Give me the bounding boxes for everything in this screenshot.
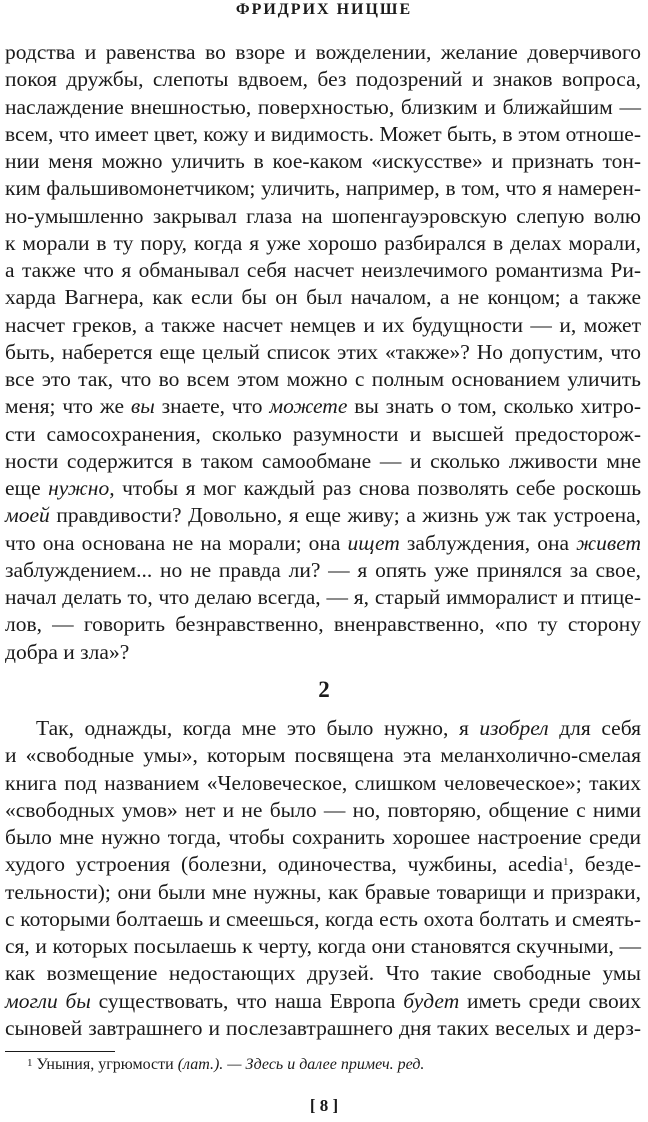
footnote-editor-note: — Здесь и далее примеч. ред. — [227, 1056, 425, 1073]
text-line: насчет греков, а также насчет немцев и их будущности — и, может — [5, 312, 641, 337]
text-line: меня; что же вы знаете, что можете вы знать о том, сколько хитро- — [5, 394, 642, 419]
emphasis: могли бы — [5, 988, 91, 1013]
emphasis: моей — [5, 503, 50, 528]
text-line: начал делать то, что делаю всегда, — я, старый имморалист и птице- — [5, 585, 641, 609]
emphasis: будет — [403, 988, 460, 1013]
text-line: быть, наберется еще целый список этих «также»? Но допустим, что — [5, 339, 641, 364]
text-line: родства и равенства во взоре и вожделении, желание доверчивого — [5, 40, 641, 64]
footnote-lang-note: (лат.). — [177, 1056, 224, 1073]
text-line: было мне нужно тогда, чтобы сохранить хорошее настроение среди — [5, 825, 641, 849]
text-line: что она основана не на морали; она ищет заблуждения, она живет — [5, 530, 642, 555]
text-line: покоя дружбы, слепоты вдвоем, без подозрений и знаков вопроса, — [5, 67, 641, 92]
emphasis: живет — [576, 530, 642, 555]
page-number: [ 8 ] — [309, 1096, 339, 1115]
text-line: но-умышленно закрывал глаза на шопенгауэровскую слепую волю — [5, 203, 641, 228]
text-line: нии меня можно уличить в кое-каком «искусстве» и признать тон- — [5, 149, 641, 173]
text-line: наслаждение внешностью, поверхностью, близким и ближайшим — — [5, 94, 641, 119]
text-line: к морали в ту пору, когда я уже хорошо разбирался в делах морали, — [5, 230, 641, 255]
text-line: ким фальшивомонетчиком; уличить, например, в том, что я намерен- — [5, 176, 641, 201]
section-2-text — [5, 715, 641, 1042]
emphasis: можете — [269, 394, 348, 419]
text-line: ности содержится в таком самообмане — и сколько лживости мне — [5, 448, 641, 473]
section-1-text — [5, 39, 641, 666]
text-line: Так, однажды, когда мне это было нужно, я изобрел для себя — [36, 716, 641, 740]
text-line: заблуждением... но не правда ли? — я опять уже принялся за свое, — [5, 557, 641, 582]
text-line: добра и зла»? — [5, 639, 130, 664]
text-line: всем, что имеет цвет, кожу и видимость. Может быть, в этом отноше- — [5, 121, 641, 146]
text-line: сти самосохранения, сколько разумности и высшей предосторож- — [5, 421, 641, 446]
text-line: харда Вагнера, как если бы он был началом, а не концом; а также — [5, 285, 641, 310]
emphasis: нужно, — [48, 476, 115, 500]
running-header: ФРИДРИХ НИЦШЕ — [235, 1, 413, 18]
text-line: могли бы существовать, что наша Европа будет иметь среди своих — [5, 988, 642, 1013]
text-line: еще нужно, чтобы я мог каждый раз снова позволять себе роскошь — [5, 476, 641, 500]
text-line: книга под названием «Человеческое, слишком человеческое»; таких — [5, 770, 641, 795]
footnote-text: Уныния, угрюмости — [36, 1056, 174, 1073]
text-line: а также что я обманывал себя насчет неизлечимого романтизма Ри- — [5, 258, 641, 282]
text-line: тельности); они были мне нужны, как бравые товарищи и призраки, — [5, 879, 641, 904]
emphasis: ищет — [347, 530, 400, 555]
emphasis: изобрел — [479, 716, 549, 740]
footnote-reference: 1 — [563, 856, 569, 869]
text-line: все это так, что во всем этом можно с полным основанием уличить — [5, 367, 641, 391]
text-line: «свободных умов» нет и не было — но, повторяю, общение с ними — [5, 797, 641, 822]
text-line: с которыми болтаешь и смеешься, когда есть охота болтать и смеять- — [5, 906, 641, 931]
text-line: как возмещение недостающих друзей. Что такие свободные умы — [5, 961, 641, 986]
text-line: лов, — говорить безнравственно, вненравственно, «по ту сторону — [5, 612, 641, 637]
text-line: ся, и которых посылаешь к черту, когда они становятся скучными, — — [5, 934, 641, 958]
section-number: 2 — [318, 677, 330, 702]
text-line: моей правдивости? Довольно, я еще живу; а жизнь уж так устроена, — [5, 503, 641, 528]
footnote-divider — [5, 1051, 115, 1052]
text-line: худого устроения (болезни, одиночества, чужбины, acedia$^1$, безде- — [5, 852, 641, 877]
footnote — [27, 1055, 424, 1075]
text-line: и «свободные умы», которым посвящена эта меланхолично-смелая — [5, 743, 641, 768]
footnote-marker: 1 — [27, 1057, 33, 1069]
emphasis: вы — [130, 394, 155, 419]
text-line: сыновей завтрашнего и послезавтрашнего дня таких веселых и дерз- — [5, 1015, 641, 1040]
